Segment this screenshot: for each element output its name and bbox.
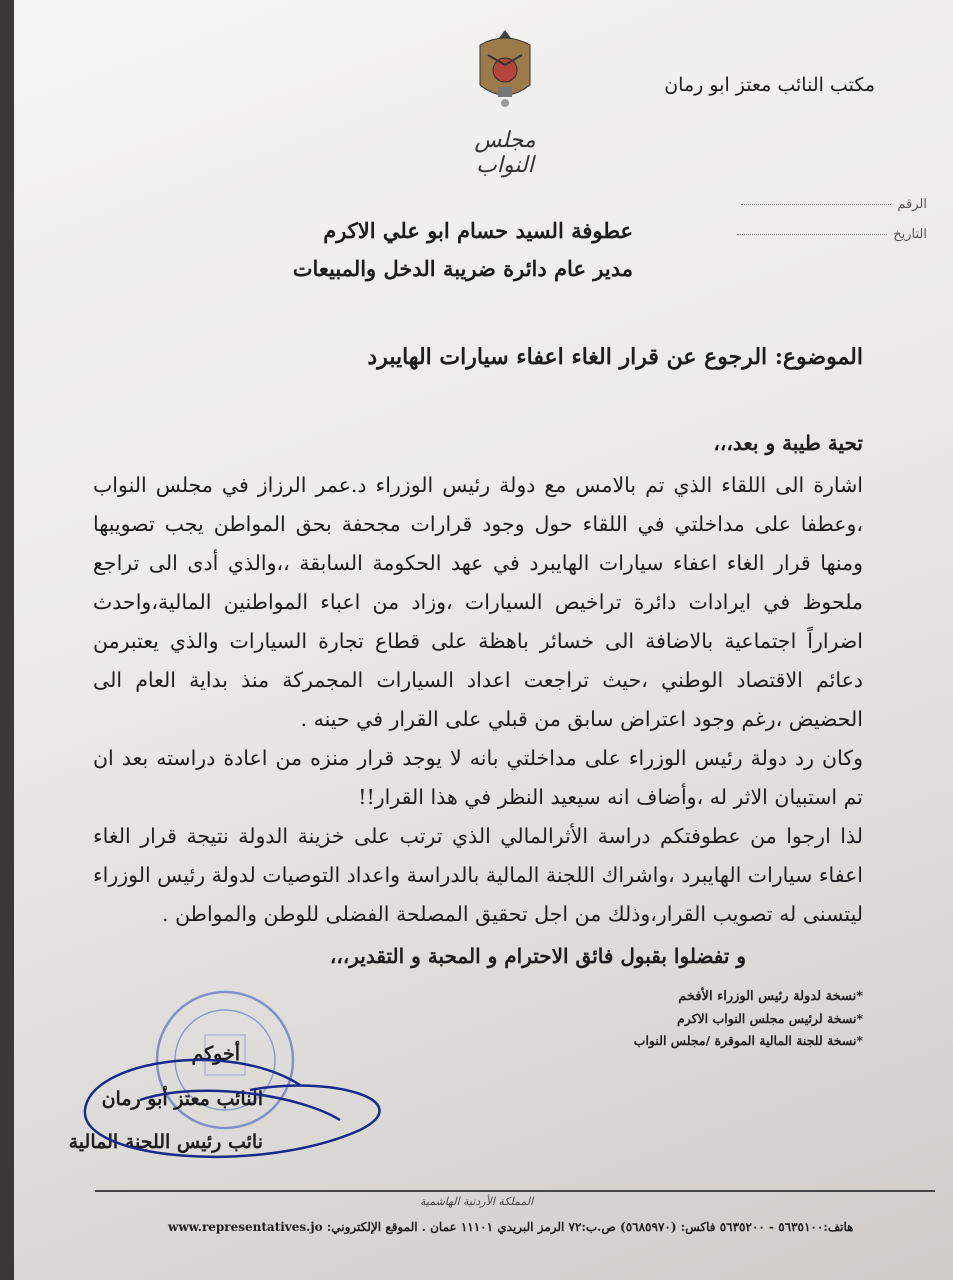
cc-line: *نسخة لدولة رئيس الوزراء الأفخم: [678, 989, 863, 1004]
footer-contact: هاتف:٥٦٣٥١٠٠ - ٥٦٣٥٢٠٠ فاكس: (٥٦٨٥٩٧٠) ص.ب:٧٢ الرمز البريدي ١١١٠١ عمان . الموقع الإلكتروني: www.representatives.jo: [168, 1220, 854, 1234]
signature-name: النائب معتز أبو رمان: [101, 1088, 263, 1110]
reference-number-field: [727, 196, 927, 214]
date-label: التاريخ: [893, 227, 927, 242]
signature-title: نائب رئيس اللجنة المالية: [68, 1131, 263, 1153]
cc-list: [563, 986, 863, 1052]
letter-content: [93, 466, 863, 1052]
kingdom-logo-text: المملكة الأردنية الهاشمية: [420, 1195, 534, 1208]
subject-line: الموضوع: الرجوع عن قرار الغاء اعفاء سيارات الهايبرد: [367, 344, 863, 370]
cc-line: *نسخة لرئيس مجلس النواب الاكرم: [676, 1011, 863, 1026]
body-paragraph: وكان رد دولة رئيس الوزراء على مداخلتي بانه لا يوجد قرار منزه من اعادة دراسته بعد ان تم استبيان الاثر له ،وأضاف انه سيعيد النظر في هذا القرار!!: [93, 746, 863, 809]
recipient-title: مدير عام دائرة ضريبة الدخل والمبيعات: [292, 256, 633, 281]
signature-closing: أخوكم: [191, 1043, 240, 1065]
council-logo-text: مجلس النواب: [474, 128, 536, 178]
body-paragraph: لذا ارجوا من عطوفتكم دراسة الأثرالمالي الذي ترتب على خزينة الدولة نتيجة قرار الغاء اعفاء سيارات الهايبرد ،واشراك اللجنة المالية بالدراسة واعداد التوصيات لدولة رئيس الوزراء ليتسنى له تصويب القرار،وذلك من اجل تحقيق المصلحة الفضلى للوطن والمواطن .: [93, 824, 863, 926]
recipient-name: عطوفة السيد حسام ابو علي الاكرم: [323, 218, 633, 243]
footer-divider: [95, 1190, 935, 1192]
closing-line: و تفضلوا بقبول فائق الاحترام و المحبة و التقدير،،،: [329, 944, 747, 968]
office-name: مكتب النائب معتز ابو رمان: [664, 74, 875, 96]
greeting: تحية طيبة و بعد،،،: [713, 431, 863, 455]
number-label: الرقم: [897, 197, 927, 212]
body-paragraph: اشارة الى اللقاء الذي تم بالامس مع دولة رئيس الوزراء د.عمر الرزاز في مجلس النواب ،وعطفا على مداخلتي في اللقاء حول وجود قرارات مجحفة بحق المواطن يجب تصويبها ومنها قرار الغاء اعفاء سيارات الهايبرد في عهد الحكومة السابقة ،،والذي أدى الى تراجع ملحوظ في ايرادات دائرة تراخيص السيارات ،وزاد من اعباء المواطنين المالية،واحدث اضراراً اجتماعية بالاضافة الى خسائر باهظة على قطاع تجارة السيارات والذي يعتبرمن دعائم الاقتصاد الوطني ،حيث تراجعت اعداد السيارات المجمركة منذ بداية العام الى الحضيض ،رغم وجود اعتراض سابق من قبلي على القرار في حينه .: [93, 473, 863, 731]
cc-line: *نسخة للجنة المالية الموقرة /مجلس النواب: [633, 1033, 863, 1048]
letter-body: [93, 466, 863, 934]
royal-emblem-icon: [470, 25, 540, 110]
date-field: [727, 226, 927, 244]
